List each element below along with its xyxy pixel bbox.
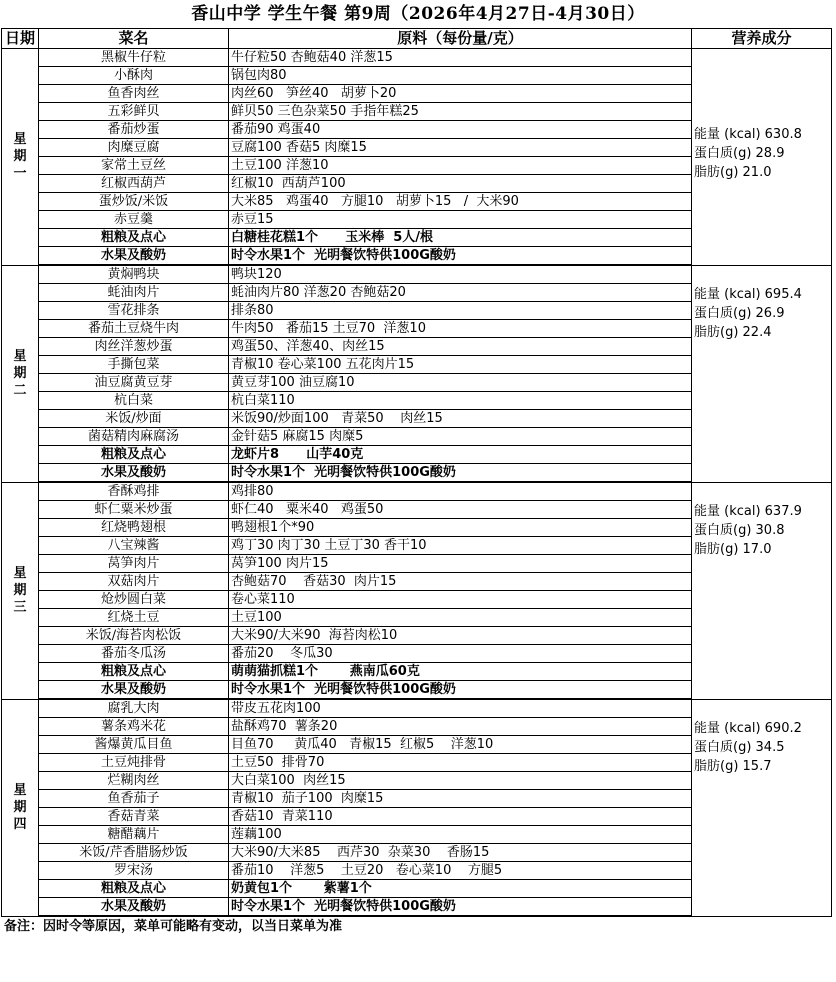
header-ingredients: 原料（每份量/克） bbox=[229, 29, 692, 49]
nutrition-value: 蛋白质(g) 28.9 bbox=[694, 146, 785, 161]
dish-name: 红椒西葫芦 bbox=[39, 175, 229, 193]
dish-name: 家常土豆丝 bbox=[39, 157, 229, 175]
nutrition-value: 脂肪(g) 22.4 bbox=[694, 324, 772, 340]
nutrition-value: 蛋白质(g) 30.8 bbox=[694, 522, 785, 538]
dish-name: 烂糊肉丝 bbox=[39, 772, 229, 790]
ingredients: 蚝油肉片80 洋葱20 杏鲍菇20 bbox=[229, 284, 692, 302]
nutrition-value: 能量 (kcal) 637.9 bbox=[694, 503, 802, 519]
dish-name: 八宝辣酱 bbox=[39, 537, 229, 555]
ingredients: 奶黄包1个 紫薯1个 bbox=[229, 880, 692, 898]
header-row bbox=[2, 29, 832, 49]
dish-name: 黄焖鸭块 bbox=[39, 265, 229, 284]
ingredients: 赤豆15 bbox=[229, 211, 692, 229]
ingredients: 鸡排80 bbox=[229, 482, 692, 501]
dish-name: 双菇肉片 bbox=[39, 573, 229, 591]
nutrition-cell bbox=[692, 49, 832, 266]
table-row bbox=[2, 49, 832, 67]
ingredients: 时令水果1个 光明餐饮特供100G酸奶 bbox=[229, 464, 692, 483]
dish-name: 粗粮及点心 bbox=[39, 880, 229, 898]
ingredients: 土豆50 排骨70 bbox=[229, 754, 692, 772]
dish-name: 水果及酸奶 bbox=[39, 247, 229, 266]
dish-name: 莴笋肉片 bbox=[39, 555, 229, 573]
dish-name: 米饭/芹香腊肠炒饭 bbox=[39, 844, 229, 862]
dish-name: 罗宋汤 bbox=[39, 862, 229, 880]
ingredients: 红椒10 西葫芦100 bbox=[229, 175, 692, 193]
header-dish: 菜名 bbox=[39, 29, 229, 49]
dish-name: 鱼香肉丝 bbox=[39, 85, 229, 103]
dish-name: 番茄炒蛋 bbox=[39, 121, 229, 139]
header-nutrition: 营养成分 bbox=[692, 29, 832, 49]
footnote: 备注：因时令等原因，菜单可能略有变动，以当日菜单为准 bbox=[4, 919, 343, 934]
dish-name: 黑椒牛仔粒 bbox=[39, 49, 229, 67]
dish-name: 米饭/海苔肉松饭 bbox=[39, 627, 229, 645]
ingredients: 大白菜100 肉丝15 bbox=[229, 772, 692, 790]
dish-name: 油豆腐黄豆芽 bbox=[39, 374, 229, 392]
table-row bbox=[2, 265, 832, 284]
ingredients: 青椒10 茄子100 肉糜15 bbox=[229, 790, 692, 808]
dish-name: 番茄土豆烧牛肉 bbox=[39, 320, 229, 338]
ingredients: 时令水果1个 光明餐饮特供100G酸奶 bbox=[229, 247, 692, 266]
ingredients: 盐酥鸡70 薯条20 bbox=[229, 718, 692, 736]
ingredients: 豆腐100 香菇5 肉糜15 bbox=[229, 139, 692, 157]
nutrition-value: 能量 (kcal) 695.4 bbox=[694, 286, 802, 302]
ingredients: 番茄90 鸡蛋40 bbox=[229, 121, 692, 139]
ingredients: 杭白菜110 bbox=[229, 392, 692, 410]
table-row bbox=[2, 699, 832, 718]
dish-name: 肉糜豆腐 bbox=[39, 139, 229, 157]
ingredients: 鸭翅根1个*90 bbox=[229, 519, 692, 537]
dish-name: 水果及酸奶 bbox=[39, 898, 229, 917]
nutrition-cell bbox=[692, 699, 832, 916]
dish-name: 水果及酸奶 bbox=[39, 681, 229, 700]
ingredients: 鸡蛋50、洋葱40、肉丝15 bbox=[229, 338, 692, 356]
ingredients: 牛仔粒50 杏鲍菇40 洋葱15 bbox=[229, 49, 692, 67]
ingredients: 米饭90/炒面100 青菜50 肉丝15 bbox=[229, 410, 692, 428]
ingredients: 虾仁40 粟米40 鸡蛋50 bbox=[229, 501, 692, 519]
dish-name: 赤豆羹 bbox=[39, 211, 229, 229]
dish-name: 鱼香茄子 bbox=[39, 790, 229, 808]
dish-name: 雪花排条 bbox=[39, 302, 229, 320]
nutrition-cell bbox=[692, 482, 832, 699]
table-row bbox=[2, 482, 832, 501]
menu-body bbox=[2, 49, 832, 917]
dish-name: 粗粮及点心 bbox=[39, 446, 229, 464]
dish-name: 红烧土豆 bbox=[39, 609, 229, 627]
dish-name: 红烧鸭翅根 bbox=[39, 519, 229, 537]
dish-name: 香酥鸡排 bbox=[39, 482, 229, 501]
ingredients: 杏鲍菇70 香菇30 肉片15 bbox=[229, 573, 692, 591]
nutrition-value: 蛋白质(g) 34.5 bbox=[694, 739, 785, 755]
ingredients: 肉丝60 笋丝40 胡萝卜20 bbox=[229, 85, 692, 103]
ingredients: 锅包肉80 bbox=[229, 67, 692, 85]
dish-name: 米饭/炒面 bbox=[39, 410, 229, 428]
dish-name: 土豆炖排骨 bbox=[39, 754, 229, 772]
ingredients: 番茄20 冬瓜30 bbox=[229, 645, 692, 663]
dish-name: 杭白菜 bbox=[39, 392, 229, 410]
ingredients: 鲜贝50 三色杂菜50 手指年糕25 bbox=[229, 103, 692, 121]
dish-name: 手撕包菜 bbox=[39, 356, 229, 374]
ingredients: 莴笋100 肉片15 bbox=[229, 555, 692, 573]
ingredients: 莲藕100 bbox=[229, 826, 692, 844]
ingredients: 黄豆芽100 油豆腐10 bbox=[229, 374, 692, 392]
nutrition-value: 脂肪(g) 15.7 bbox=[694, 758, 772, 774]
dish-name: 香菇青菜 bbox=[39, 808, 229, 826]
ingredients: 龙虾片8 山芋40克 bbox=[229, 446, 692, 464]
day-label: 星 期 四 bbox=[2, 699, 39, 916]
ingredients: 目鱼70 黄瓜40 青椒15 红椒5 洋葱10 bbox=[229, 736, 692, 754]
ingredients: 带皮五花肉100 bbox=[229, 699, 692, 718]
page-title: 香山中学 学生午餐 第9周（2026年4月27日-4月30日） bbox=[191, 4, 645, 24]
ingredients: 香菇10 青菜110 bbox=[229, 808, 692, 826]
day-label: 星 期 二 bbox=[2, 265, 39, 482]
ingredients: 白糖桂花糕1个 玉米棒 5人/根 bbox=[229, 229, 692, 247]
dish-name: 蛋炒饭/米饭 bbox=[39, 193, 229, 211]
header-day: 日期 bbox=[2, 29, 39, 49]
nutrition-value: 蛋白质(g) 26.9 bbox=[694, 305, 785, 321]
dish-name: 糖醋藕片 bbox=[39, 826, 229, 844]
dish-name: 菌菇精肉麻腐汤 bbox=[39, 428, 229, 446]
ingredients: 排条80 bbox=[229, 302, 692, 320]
dish-name: 蚝油肉片 bbox=[39, 284, 229, 302]
ingredients: 大米85 鸡蛋40 方腿10 胡萝卜15 / 大米90 bbox=[229, 193, 692, 211]
lunch-menu-table bbox=[1, 28, 832, 917]
dish-name: 酱爆黄瓜目鱼 bbox=[39, 736, 229, 754]
nutrition-value: 能量 (kcal) 690.2 bbox=[694, 720, 802, 736]
dish-name: 腐乳大肉 bbox=[39, 699, 229, 718]
nutrition-value: 能量 (kcal) 630.8 bbox=[694, 127, 802, 142]
dish-name: 虾仁粟米炒蛋 bbox=[39, 501, 229, 519]
day-label: 星 期 三 bbox=[2, 482, 39, 699]
dish-name: 肉丝洋葱炒蛋 bbox=[39, 338, 229, 356]
ingredients: 大米90/大米90 海苔肉松10 bbox=[229, 627, 692, 645]
ingredients: 土豆100 洋葱10 bbox=[229, 157, 692, 175]
day-label: 星 期 一 bbox=[2, 49, 39, 266]
ingredients: 萌萌猫抓糕1个 燕南瓜60克 bbox=[229, 663, 692, 681]
ingredients: 大米90/大米85 西芹30 杂菜30 香肠15 bbox=[229, 844, 692, 862]
dish-name: 五彩鲜贝 bbox=[39, 103, 229, 121]
ingredients: 鸡丁30 肉丁30 土豆丁30 香干10 bbox=[229, 537, 692, 555]
ingredients: 鸭块120 bbox=[229, 265, 692, 284]
ingredients: 青椒10 卷心菜100 五花肉片15 bbox=[229, 356, 692, 374]
nutrition-value: 脂肪(g) 17.0 bbox=[694, 541, 772, 557]
ingredients: 时令水果1个 光明餐饮特供100G酸奶 bbox=[229, 681, 692, 700]
ingredients: 番茄10 洋葱5 土豆20 卷心菜10 方腿5 bbox=[229, 862, 692, 880]
dish-name: 炝炒圆白菜 bbox=[39, 591, 229, 609]
ingredients: 时令水果1个 光明餐饮特供100G酸奶 bbox=[229, 898, 692, 917]
ingredients: 金针菇5 麻腐15 肉糜5 bbox=[229, 428, 692, 446]
dish-name: 水果及酸奶 bbox=[39, 464, 229, 483]
nutrition-value: 脂肪(g) 21.0 bbox=[694, 165, 772, 180]
ingredients: 土豆100 bbox=[229, 609, 692, 627]
dish-name: 粗粮及点心 bbox=[39, 663, 229, 681]
dish-name: 薯条鸡米花 bbox=[39, 718, 229, 736]
ingredients: 卷心菜110 bbox=[229, 591, 692, 609]
nutrition-cell bbox=[692, 265, 832, 482]
dish-name: 番茄冬瓜汤 bbox=[39, 645, 229, 663]
ingredients: 牛肉50 番茄15 土豆70 洋葱10 bbox=[229, 320, 692, 338]
dish-name: 粗粮及点心 bbox=[39, 229, 229, 247]
dish-name: 小酥肉 bbox=[39, 67, 229, 85]
